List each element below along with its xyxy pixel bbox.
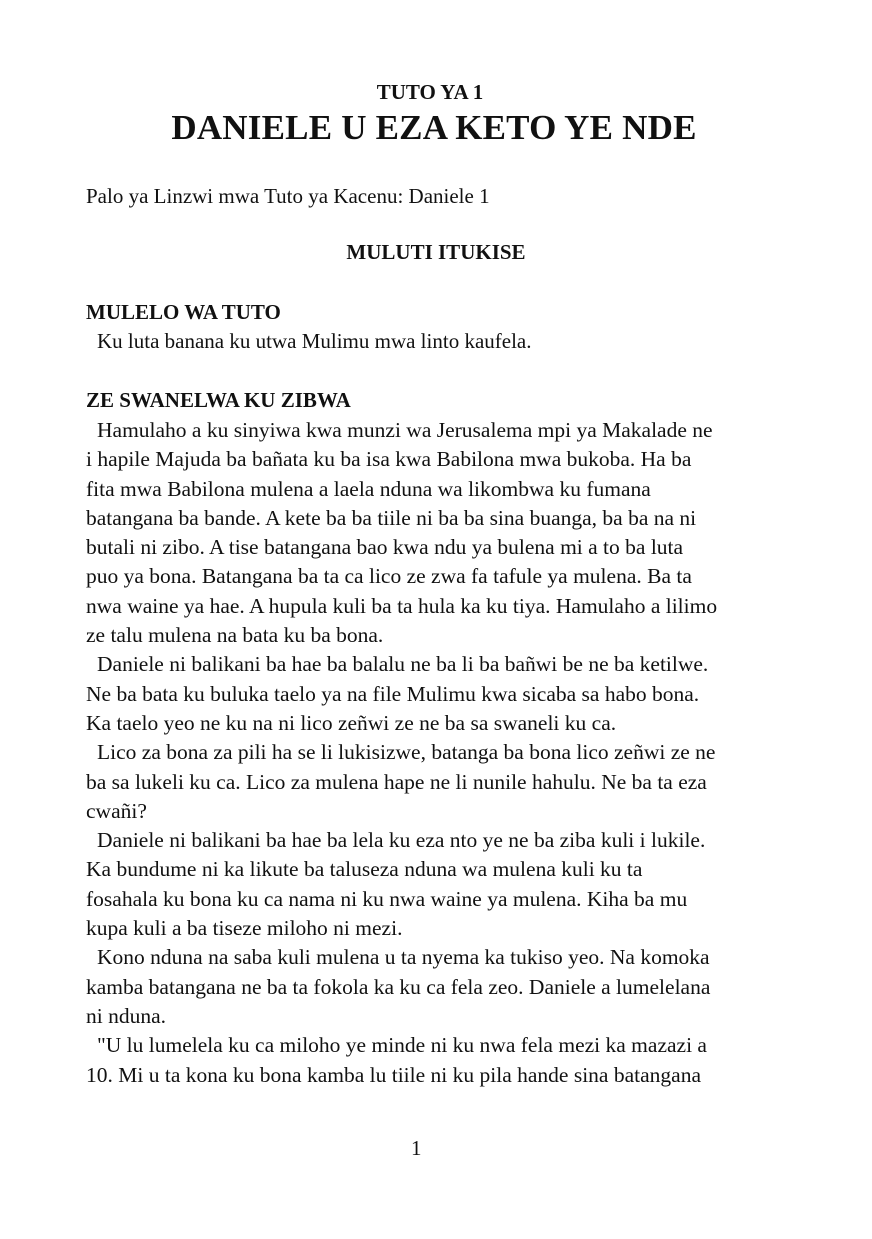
body-line: batangana ba bande. A kete ba ba tiile ni ba ba sina buanga, ba ba na ni <box>86 505 697 530</box>
body-line: kamba batangana ne ba ta fokola ka ku ca fela zeo. Daniele a lumelelana <box>86 974 711 999</box>
body-line: "U lu lumelela ku ca miloho ye minde ni ku nwa fela mezi ka mazazi a <box>97 1033 707 1058</box>
body-line: fita mwa Babilona mulena a laela nduna wa likombwa ku fumana <box>86 476 651 501</box>
memory-verse-heading: MULUTI ITUKISE <box>346 240 526 264</box>
aim-text: Ku luta banana ku utwa Mulimu mwa linto kaufela. <box>97 329 532 353</box>
lesson-number: TUTO YA 1 <box>376 80 484 104</box>
body-line: cwañi? <box>86 798 147 823</box>
body-line: 10. Mi u ta kona ku bona kamba lu tiile ni ku pila hande sina batangana <box>86 1062 701 1087</box>
body-line: Daniele ni balikani ba hae ba balalu ne ba li ba bañwi be ne ba ketilwe. <box>97 652 709 677</box>
scripture-reading: Palo ya Linzwi mwa Tuto ya Kacenu: Daniele 1 <box>86 184 490 208</box>
body-line: ni nduna. <box>86 1003 167 1028</box>
body-line: nwa waine ya hae. A hupula kuli ba ta hula ka ku tiya. Hamulaho a lilimo <box>86 593 718 618</box>
body-line: ze talu mulena na bata ku ba bona. <box>86 623 384 648</box>
aim-heading: MULELO WA TUTO <box>86 300 281 324</box>
body-line: fosahala ku bona ku ca nama ni ku nwa waine ya mulena. Kiha ba mu <box>86 886 688 911</box>
body-line: ba sa lukeli ku ca. Lico za mulena hape ne li nunile hahulu. Ne ba ta eza <box>86 769 707 794</box>
body-line: Ka taelo yeo ne ku na ni lico zeñwi ze ne ba sa swaneli ku ca. <box>86 710 617 735</box>
body-line: Daniele ni balikani ba hae ba lela ku eza nto ye ne ba ziba kuli i lukile. <box>97 828 706 853</box>
body-line: Kono nduna na saba kuli mulena u ta nyema ka tukiso yeo. Na komoka <box>97 945 710 970</box>
body-line: Lico za bona za pili ha se li lukisizwe, batanga ba bona lico zeñwi ze ne <box>97 740 716 765</box>
body-line: kupa kuli a ba tiseze miloho ni mezi. <box>86 916 403 941</box>
body-text <box>86 416 717 1090</box>
body-line: Ka bundume ni ka likute ba taluseza nduna wa mulena kuli ku ta <box>86 857 643 882</box>
body-line: Ne ba bata ku buluka taelo ya na file Mulimu kwa sicaba sa habo bona. <box>86 681 700 706</box>
body-line: Hamulaho a ku sinyiwa kwa munzi wa Jerusalema mpi ya Makalade ne <box>97 418 713 442</box>
page-number: 1 <box>411 1136 422 1160</box>
knowledge-heading: ZE SWANELWA KU ZIBWA <box>86 388 351 412</box>
body-line: i hapile Majuda ba bañata ku ba isa kwa Babilona mwa bukoba. Ha ba <box>86 447 692 472</box>
page-title: DANIELE U EZA KETO YE NDE <box>171 108 697 147</box>
body-line: butali ni zibo. A tise batangana bao kwa ndu ya bulena mi a to ba luta <box>86 535 684 560</box>
body-line: puo ya bona. Batangana ba ta ca lico ze zwa fa tafule ya mulena. Ba ta <box>86 564 692 589</box>
